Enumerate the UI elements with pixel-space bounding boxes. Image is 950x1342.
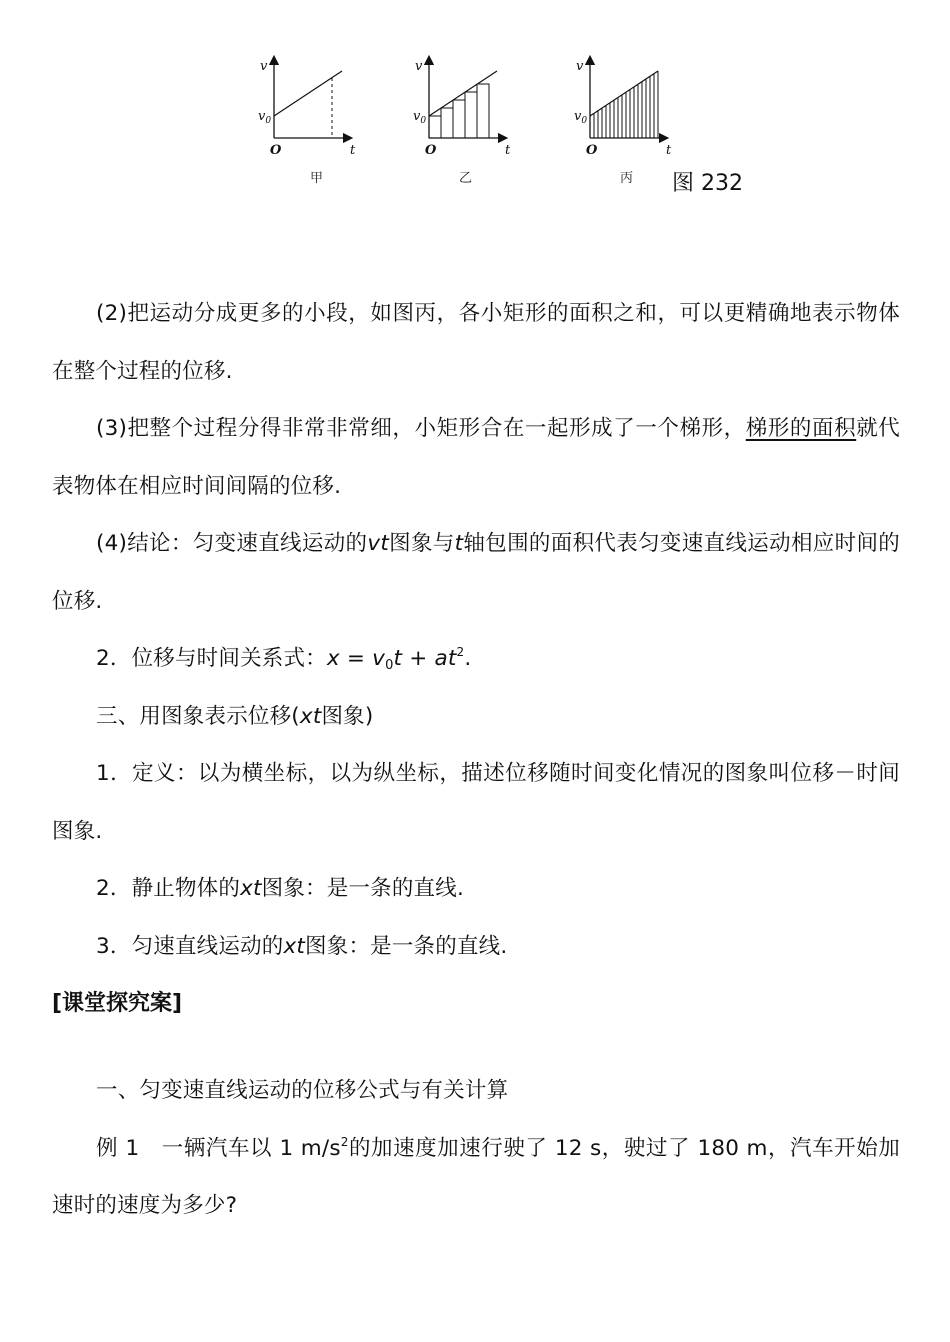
figure-label: 图 232 [672,171,743,196]
formula-at: at [434,646,457,671]
x-axis-label: t [350,143,356,158]
classroom-section-heading: [课堂探究案] [52,991,183,1016]
graph-caption-yi: 乙 [459,171,473,186]
example-1 [52,1120,900,1235]
paragraph-3-text-b: 就代表物体在相应时间间隔的位移. [52,416,900,499]
formula-plus: + [402,646,435,671]
graph-caption-bing: 丙 [620,171,634,186]
definition-3 [52,918,900,976]
example-1-text-b: 的加速度加速行驶了 12 s，驶过了 180 m，汽车开始加速时的速度为多少? [52,1135,900,1218]
xt-symbol: xt [299,703,322,729]
example-1-text-a: 例 1 一辆汽车以 1 m/s [96,1135,341,1161]
vt-symbol: vt [367,531,389,556]
vt-graph-yi-svg [405,50,525,160]
origin-label: O [425,143,437,158]
formula-period: . [464,646,472,671]
paragraph-3 [52,400,900,515]
y-axis-label: v [576,59,584,74]
formula-intro: 2．位移与时间关系式： [96,646,327,671]
example-1-superscript: 2 [340,1134,349,1149]
definition-2-text-b: 图象：是一条的直线. [261,876,464,901]
definition-3-text-a: 3．匀速直线运动的 [96,933,284,959]
definition-1: 1．定义：以为横坐标，以为纵坐标，描述位移随时间变化情况的图象叫位移－时间图象. [52,761,900,844]
x-axis-label: t [666,143,672,158]
v0-label: $v_0$ [413,109,427,126]
formula-subscript: 0 [385,658,394,673]
underlined-term: 梯形的面积 [745,416,857,441]
paragraph-4-text-b: 图象与 [388,531,455,556]
formula-x: x [326,646,340,671]
subsection-1-title: 一、匀变速直线运动的位移公式与有关计算 [96,1078,509,1103]
spacer [52,1032,900,1062]
formula-t: t [393,646,403,671]
definition-2-text-a: 2．静止物体的 [96,876,241,901]
xt-symbol: xt [283,933,306,959]
graph-caption-jia: 甲 [310,171,324,186]
formula-v: v [372,646,386,671]
paragraph-2: (2)把运动分成更多的小段，如图丙，各小矩形的面积之和，可以更精确地表示物体在整个过程的位移. [52,301,900,384]
paragraph-4-conclusion [52,515,900,630]
origin-label: O [586,143,598,158]
y-axis-label: v [415,59,423,74]
paragraph-4-text-a: (4)结论：匀变速直线运动的 [96,531,368,556]
section-3-text-b: 图象) [321,703,374,729]
definition-3-text-b: 图象：是一条的直线. [305,933,508,959]
xt-symbol: xt [240,876,262,901]
document-body [52,285,900,1235]
v0-label: $v_0$ [574,109,588,126]
figure-232 [0,50,950,200]
section-3-text-a: 三、用图象表示位移( [96,703,300,729]
vt-graph-bing [566,50,686,186]
t-symbol: t [454,531,464,556]
vt-graph-jia-svg [250,50,370,160]
formula-superscript: 2 [456,645,465,659]
formula-equals: = [339,646,373,671]
section-3-title [52,688,900,746]
v0-label: $v_0$ [258,109,272,126]
vt-graph-jia [250,50,370,186]
paragraph-3-text-a: (3)把整个过程分得非常非常细，小矩形合在一起形成了一个梯形， [96,416,746,441]
vt-graph-yi [405,50,525,186]
origin-label: O [270,143,282,158]
paragraph-4-text-c: 轴包围的面积代表匀变速直线运动相应时间的位移. [52,531,900,614]
vt-graph-bing-svg [566,50,686,160]
y-axis-label: v [260,59,268,74]
formula-line [52,630,900,688]
x-axis-label: t [505,143,511,158]
definition-2 [52,860,900,918]
